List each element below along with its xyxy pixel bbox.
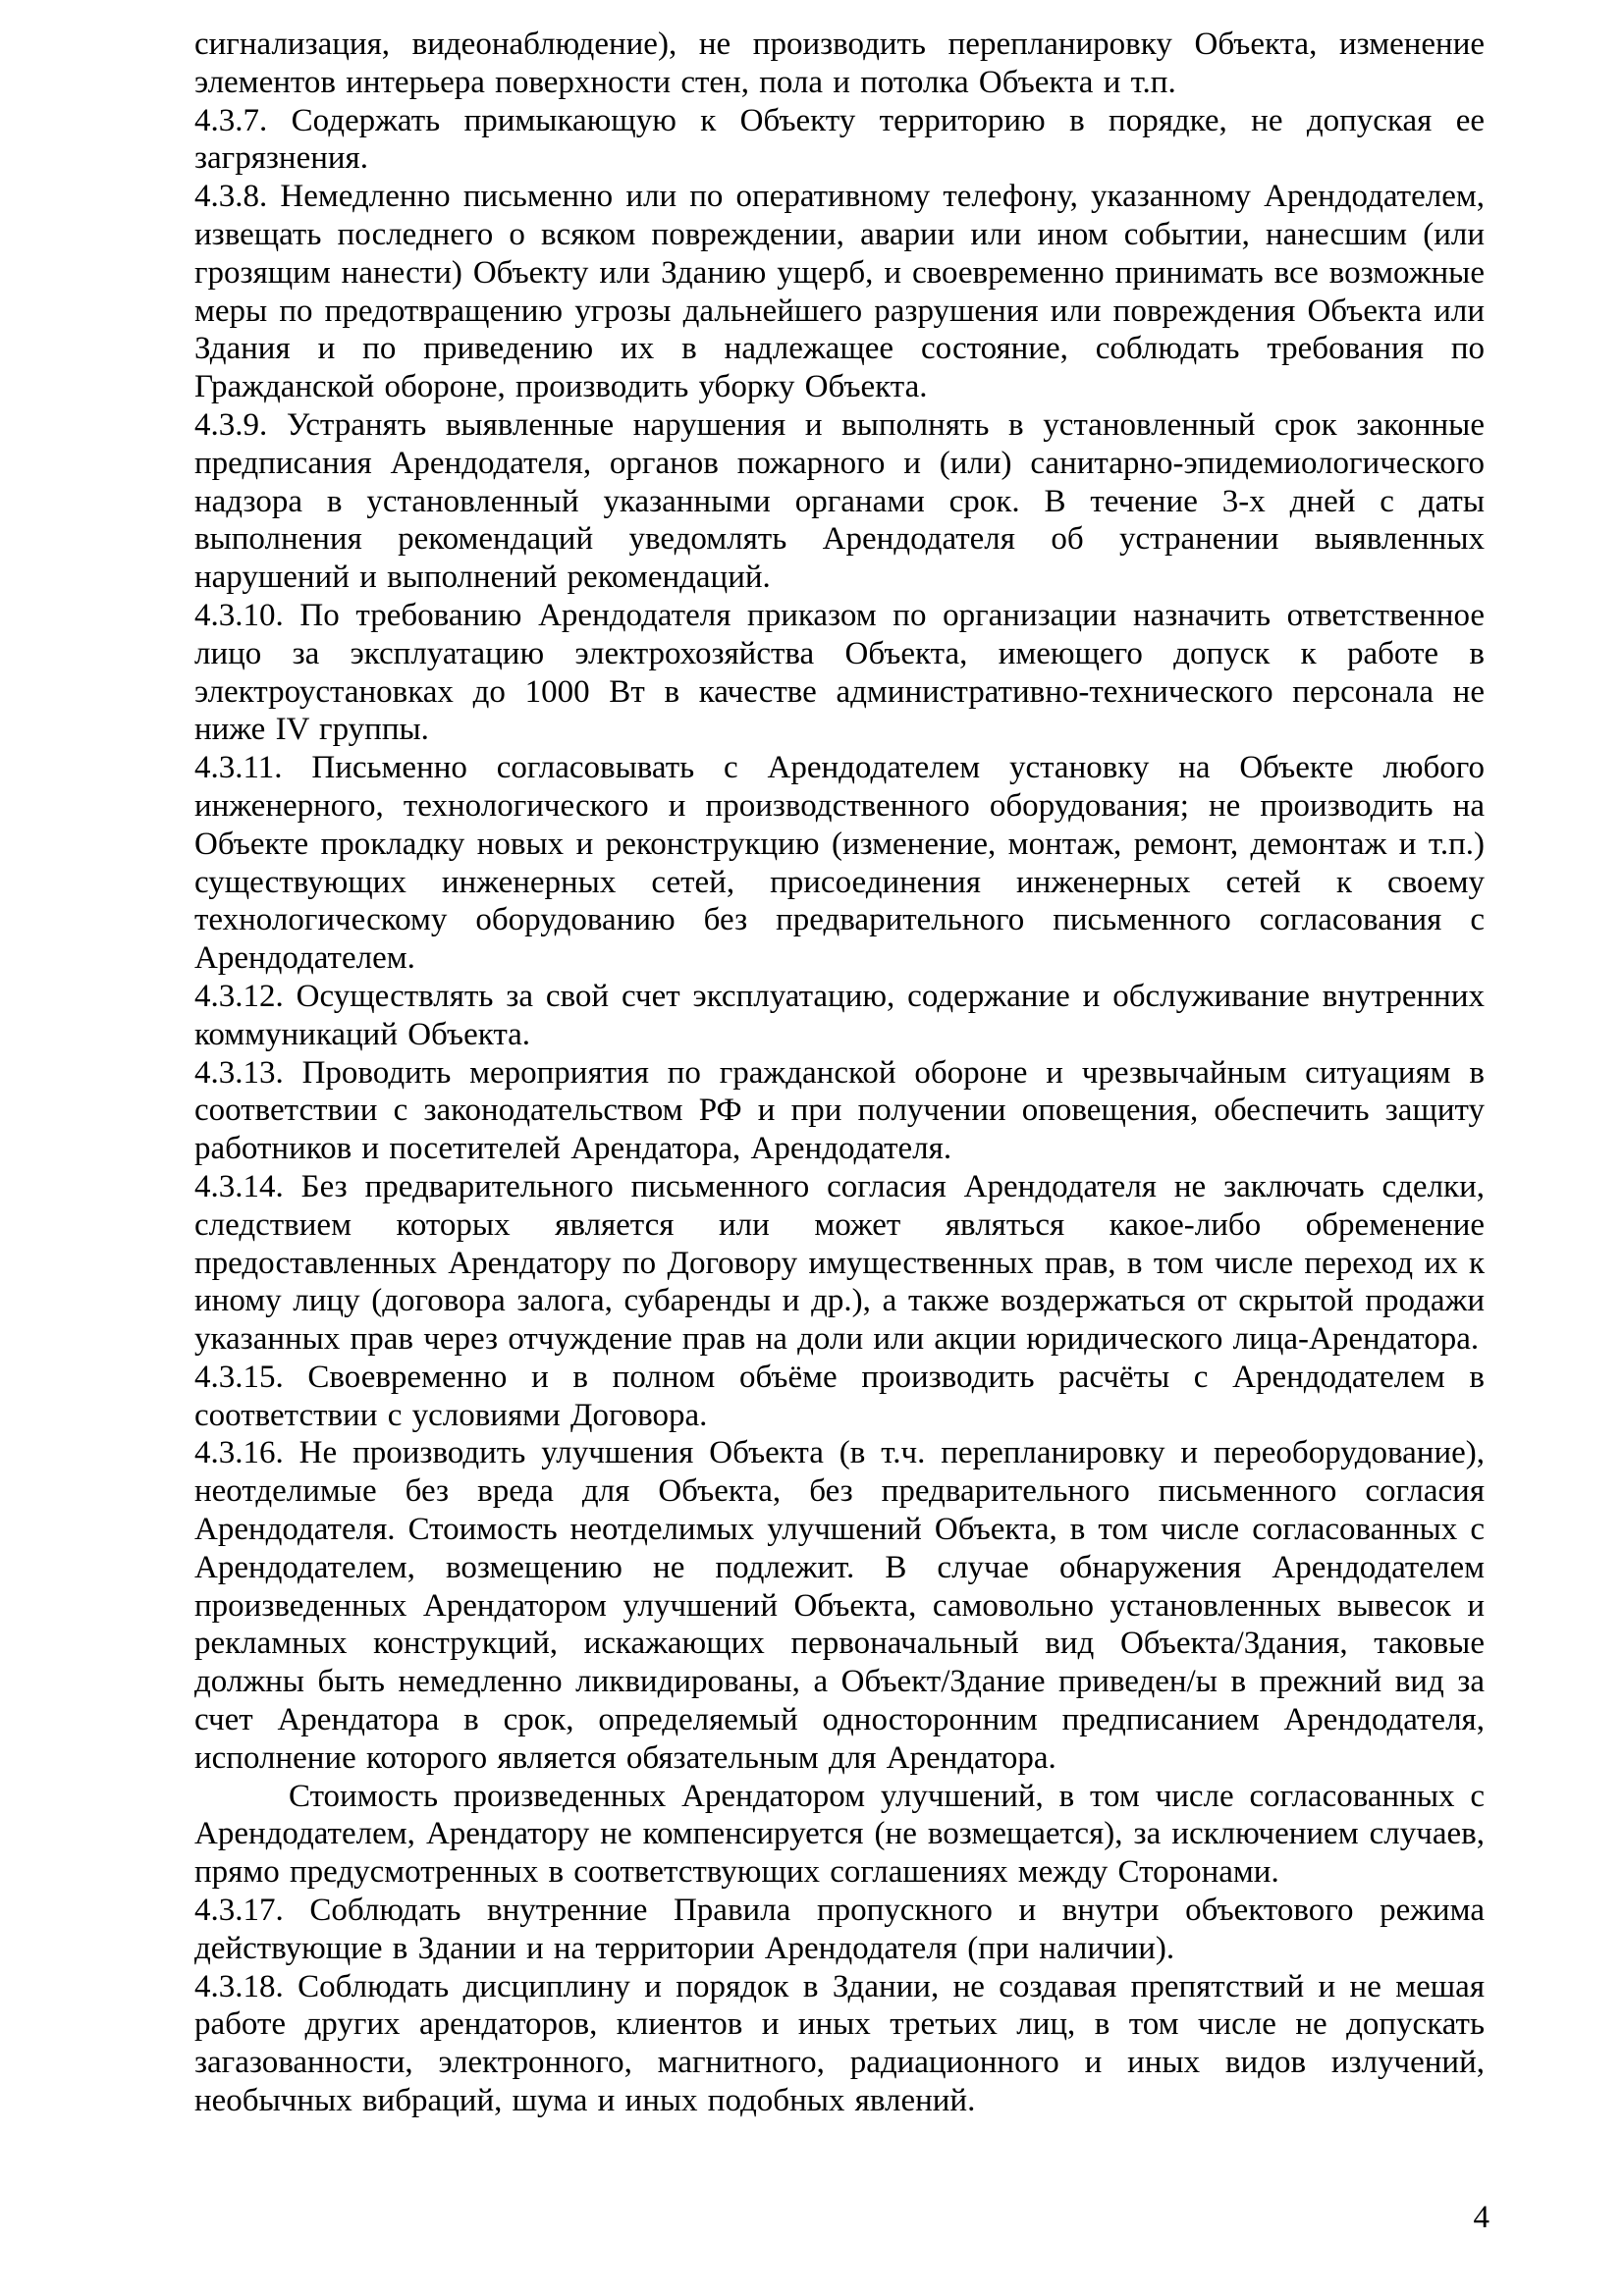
clause-4-3-17: 4.3.17. Соблюдать внутренние Правила пропускного и внутри объектового режима действующие в Здании и на территории Арендодателя (при наличии). [194,1893,1485,1966]
clause-4-3-8: 4.3.8. Немедленно письменно или по оперативному телефону, указанному Арендодателем, извещать последнего о всяком повреждении, аварии или ином событии, нанесшим (или грозящим нанести) Объекту или Зданию ущерб, и своевременно принимать все возможные меры по предотвращению угрозы дальнейшего разрушения или повреждения Объекта или Здания и по приведению их в надлежащее состояние, соблюдать требования по Гражданской обороне, производить уборку Объекта. [194,179,1485,405]
clause-4-3-14: 4.3.14. Без предварительного письменного согласия Арендодателя не заключать сделки, следствием которых является или может являться какое-либо обременение предоставленных Арендатору по Договору имущественных прав, в том числе переход их к иному лицу (договора залога, субаренды и др.), а также воздержаться от скрытой продажи указанных прав через отчуждение прав на доли или акции юридического лица-Арендатора. [194,1168,1485,1358]
clause-4-3-7: 4.3.7. Содержать примыкающую к Объекту территорию в порядке, не допуская ее загрязнения. [194,102,1485,177]
paragraph-continuation: сигнализация, видеонаблюдение), не производить перепланировку Объекта, изменение элементов интерьера поверхности стен, пола и потолка Объекта и т.п. [194,27,1485,100]
clause-4-3-11: 4.3.11. Письменно согласовывать с Арендодателем установку на Объекте любого инженерного, технологического и производственного оборудования; не производить на Объекте прокладку новых и реконструкцию (изменение, монтаж, ремонт, демонтаж и т.п.) существующих инженерных сетей, присоединения инженерных сетей к своему технологическому оборудованию без предварительного письменного согласования с Арендодателем. [194,750,1485,977]
document-body-text [194,26,1485,2120]
page-number: 4 [1473,2200,1489,2235]
clause-4-3-16: 4.3.16. Не производить улучшения Объекта (в т.ч. перепланировку и переоборудование), неотделимые без вреда для Объекта, без предварительного письменного согласия Арендодателя. Стоимость неотделимых улучшений Объекта, в том числе согласованных с Арендодателем, возмещению не подлежит. В случае обнаружения Арендодателем произведенных Арендатором улучшений Объекта, самовольно установленных вывесок и рекламных конструкций, искажающих первоначальный вид Объекта/Здания, таковые должны быть немедленно ликвидированы, а Объект/Здание приведен/ы в прежний вид за счет Арендатора в срок, определяемый односторонним предписанием Арендодателя, исполнение которого является обязательным для Арендатора. [194,1435,1485,1776]
clause-4-3-18: 4.3.18. Соблюдать дисциплину и порядок в Здании, не создавая препятствий и не мешая работе других арендаторов, клиентов и иных третьих лиц, в том числе не допускать загазованности, электронного, магнитного, радиационного и иных видов излучений, необычных вибраций, шума и иных подобных явлений. [194,1968,1485,2119]
clause-4-3-10: 4.3.10. По требованию Арендодателя приказом по организации назначить ответственное лицо за эксплуатацию электрохозяйства Объекта, имеющего допуск к работе в электроустановках до 1000 Вт в качестве административно-технического персонала не ниже IV группы. [194,597,1485,748]
clause-4-3-15: 4.3.15. Своевременно и в полном объёме производить расчёты с Арендодателем в соответствии с условиями Договора. [194,1359,1485,1433]
clause-4-3-13: 4.3.13. Проводить мероприятия по гражданской обороне и чрезвычайным ситуациям в соответствии с законодательством РФ и при получении оповещения, обеспечить защиту работников и посетителей Арендатора, Арендодателя. [194,1054,1485,1167]
paragraph-improvements-cost: Стоимость произведенных Арендатором улучшений, в том числе согласованных с Арендодателем, Арендатору не компенсируется (не возмещается), за исключением случаев, прямо предусмотренных в соответствующих соглашениях между Сторонами. [194,1778,1485,1891]
clause-4-3-9: 4.3.9. Устранять выявленные нарушения и выполнять в установленный срок законные предписания Арендодателя, органов пожарного и (или) санитарно-эпидемиологического надзора в установленный указанными органами срок. В течение 3-х дней с даты выполнения рекомендаций уведомлять Арендодателя об устранении выявленных нарушений и выполнений рекомендаций. [194,406,1485,596]
clause-4-3-12: 4.3.12. Осуществлять за свой счет эксплуатацию, содержание и обслуживание внутренних коммуникаций Объекта. [194,978,1485,1052]
